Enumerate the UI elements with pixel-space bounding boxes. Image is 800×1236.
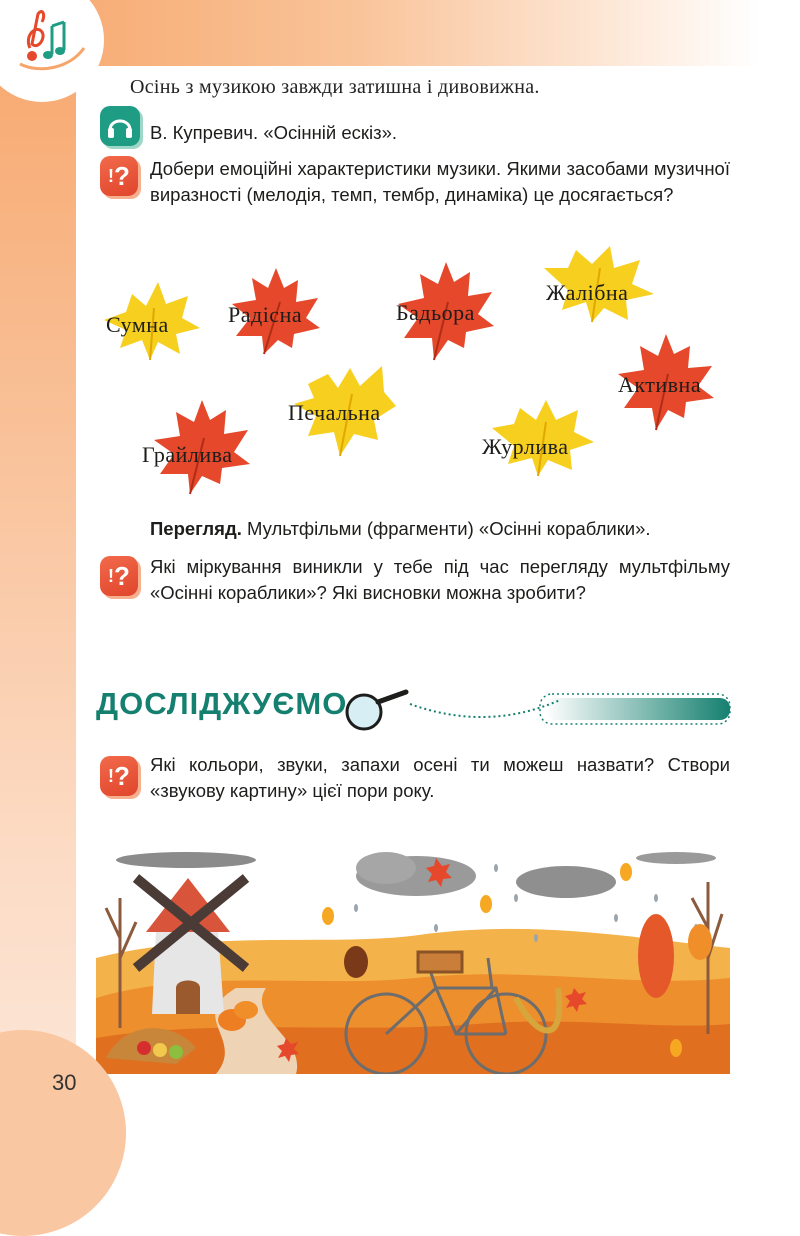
- leaf-sumna: [96, 278, 206, 362]
- leaf-badora: [394, 258, 498, 366]
- left-decorative-band: [0, 0, 76, 1158]
- leaf-label: Печальна: [288, 400, 381, 425]
- viewing-description: Мультфільми (фрагменти) «Осінні кораблики».: [241, 518, 651, 539]
- leaf-label: Грайлива: [142, 442, 233, 467]
- question-1-text: Добери емоційні характеристики музики. Якими засобами музичної виразності (мелодія, темп, тембр, динаміка) це досягається?: [150, 158, 730, 205]
- leaf-label: Журлива: [482, 434, 569, 459]
- autumn-landscape-illustration: [96, 838, 730, 1074]
- leaf-label: Радісна: [228, 302, 303, 327]
- question-3-text: Які кольори, звуки, запахи осені ти можеш назвати? Створи «звукову картину» цієї пори року.: [150, 754, 730, 801]
- question-exclamation-icon: !?: [100, 556, 138, 596]
- leaf-zhalibna: [540, 244, 660, 324]
- headphones-icon: [100, 106, 140, 146]
- music-badge: [0, 0, 104, 102]
- page-headline: Осінь з музикою завжди затишна і дивовижна.: [130, 76, 540, 98]
- leaf-zhurlyva: [482, 398, 600, 478]
- question-2-text: Які міркування виникли у тебе під час перегляду мультфільму «Осінні кораблики»? Які висновки можна зробити?: [150, 556, 730, 603]
- section-title: ДОСЛІДЖУЄМО: [96, 686, 348, 721]
- viewing-label: Перегляд.: [150, 518, 242, 539]
- question-exclamation-icon: !?: [100, 156, 138, 196]
- leaf-aktyvna: [610, 330, 720, 434]
- listening-text: В. Купревич. «Осінній ескіз».: [150, 122, 398, 143]
- leaf-label: Жалібна: [546, 280, 629, 305]
- magnifier-icon: [340, 686, 732, 734]
- page-number: 30: [52, 1070, 77, 1095]
- leaf-radisna: [226, 262, 326, 362]
- leaf-label: Активна: [618, 372, 702, 397]
- question-exclamation-icon: !?: [100, 756, 138, 796]
- music-notes-icon: [0, 0, 104, 102]
- leaf-pechalna: [288, 364, 400, 460]
- leaf-label: Сумна: [106, 312, 169, 337]
- leaf-label: Бадьора: [396, 300, 475, 325]
- leaf-graylyva: [142, 396, 260, 496]
- violin-icon: [344, 946, 368, 978]
- viewing-text: [150, 516, 730, 542]
- top-decorative-band: [0, 0, 800, 66]
